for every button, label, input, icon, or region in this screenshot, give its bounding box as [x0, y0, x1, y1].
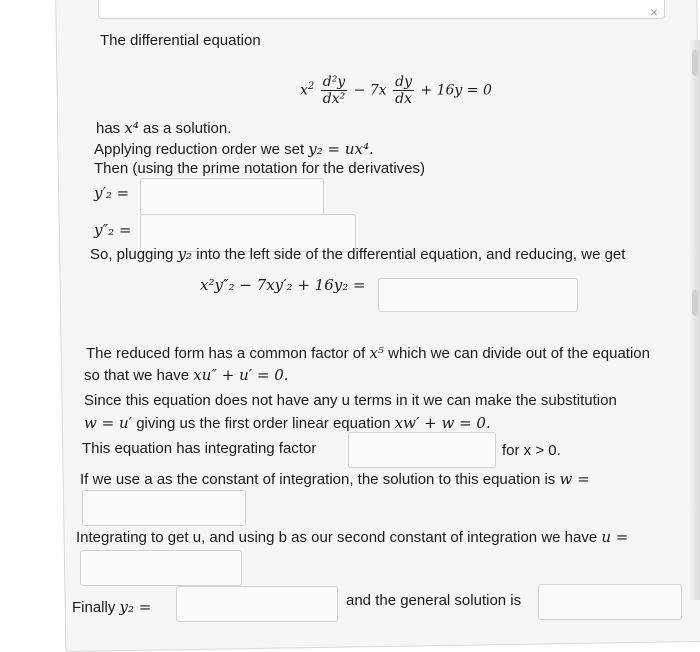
integrating-factor-input[interactable] [348, 432, 496, 468]
y2-double-prime-label: y″₂ = [94, 221, 132, 239]
constant-a-text: If we use a as the constant of integration, the solution to this equation is w = [80, 470, 590, 488]
since-text: Since this equation does not have any u terms in it we can make the substitution [84, 392, 617, 409]
substitution-text: w = u′ giving us the first order linear equation xw′ + w = 0. [84, 414, 491, 432]
w-input[interactable] [82, 490, 246, 526]
ode-equation: $x^2$ $\frac{\text{d²y}}{\text{dx²}}$ − 7x $\frac{dy}{dx}$ + 16y = 0 [300, 74, 492, 107]
general-solution-input[interactable] [538, 584, 682, 620]
reduced-text: The reduced form has a common factor of x⁵ which we can divide out of the equation [86, 344, 650, 362]
finally-text: Finally y₂ = [72, 598, 152, 616]
u-input[interactable] [80, 550, 242, 586]
top-bar [98, 0, 665, 19]
lhs-input[interactable] [378, 278, 578, 312]
y2-prime-input[interactable] [140, 178, 324, 216]
lhs-expression: x²y″₂ − 7xy′₂ + 16y₂ = [200, 276, 366, 294]
x-positive-text: for x > 0. [502, 442, 561, 459]
general-solution-text: and the general solution is [346, 592, 522, 609]
scrollbar[interactable] [690, 40, 700, 600]
has-solution-text: has x⁴ as a solution. [96, 119, 232, 137]
integrating-factor-text: This equation has integrating factor [82, 440, 317, 457]
scroll-thumb[interactable] [692, 50, 698, 76]
y2-prime-label: y′₂ = [94, 184, 130, 202]
then-text: Then (using the prime notation for the derivatives) [94, 160, 426, 177]
y2-final-input[interactable] [176, 586, 338, 622]
integrating-u-text: Integrating to get u, and using b as our second constant of integration we have u = [76, 528, 629, 546]
intro-text: The differential equation [100, 32, 261, 49]
close-icon[interactable]: × [649, 4, 658, 20]
scroll-thumb[interactable] [692, 290, 698, 316]
plugging-text: So, plugging y₂ into the left side of the differential equation, and reducing, we get [90, 245, 626, 263]
so-that-text: so that we have xu″ + u′ = 0. [84, 366, 289, 384]
reduction-text: Applying reduction order we set y₂ = ux⁴. [94, 140, 374, 158]
